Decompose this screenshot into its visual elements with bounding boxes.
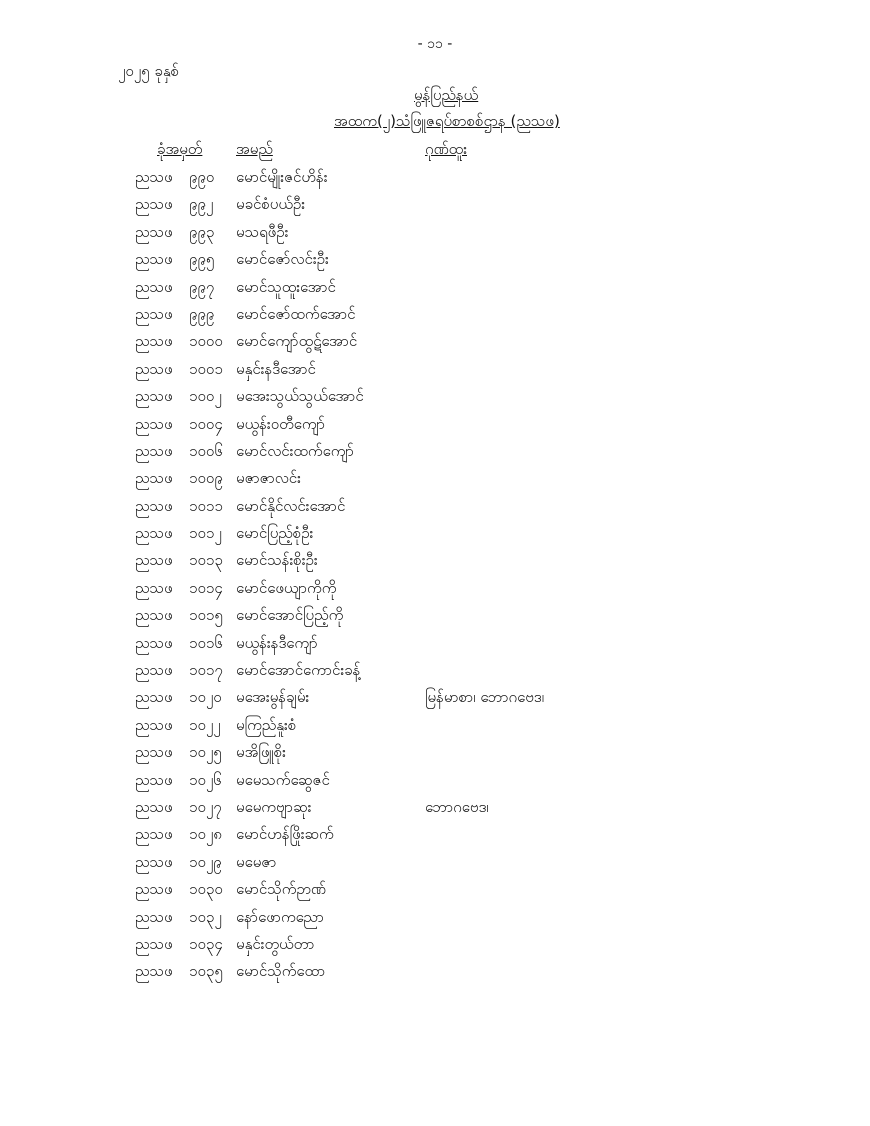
roll-number: ၁၀၁၃	[189, 551, 223, 570]
roll-number: ၁၀၁၅	[189, 606, 223, 625]
roll-number: ၁၀၃၅	[189, 962, 223, 981]
roll-prefix: ညသဖ	[135, 277, 173, 296]
student-name: မောင်ဇော်လင်းဦး	[236, 250, 329, 269]
roll-number: ၉၉၇	[189, 277, 215, 296]
roll-prefix: ညသဖ	[135, 934, 173, 953]
student-name: မကြည်နူးစံ	[236, 715, 297, 734]
roll-prefix: ညသဖ	[135, 304, 173, 323]
table-row	[0, 602, 870, 629]
table-row	[0, 547, 870, 574]
table-row	[0, 958, 870, 985]
table-row	[0, 712, 870, 739]
roll-prefix: ညသဖ	[135, 222, 173, 241]
roll-prefix: ညသဖ	[135, 496, 173, 515]
roll-prefix: ညသဖ	[135, 688, 173, 707]
student-name: မယွန်းနဒီကျော်	[236, 633, 318, 652]
state-title: မွန်ပြည်နယ်	[414, 86, 479, 104]
roll-number: ၁၀၀၄	[189, 414, 223, 433]
header-distinction: ဂုဏ်ထူး	[425, 140, 467, 158]
roll-prefix: ညသဖ	[135, 414, 173, 433]
roll-number: ၁၀၁၁	[189, 496, 223, 515]
roll-number: ၁၀၃၄	[189, 934, 223, 953]
roll-prefix: ညသဖ	[135, 578, 173, 597]
roll-prefix: ညသဖ	[135, 441, 173, 460]
table-row	[0, 657, 870, 684]
roll-number: ၉၉၉	[189, 304, 215, 323]
roll-prefix: ညသဖ	[135, 907, 173, 926]
student-name: မယွန်းဝတီကျော်	[236, 414, 326, 433]
student-name: မနှင်းနဒီအောင်	[236, 359, 316, 378]
table-row	[0, 465, 870, 492]
table-row	[0, 931, 870, 958]
roll-number: ၁၀၁၆	[189, 633, 223, 652]
table-row	[0, 493, 870, 520]
roll-number: ၁၀၀၂	[189, 387, 222, 406]
student-name: မအေးမွန်ချမ်း	[236, 688, 310, 707]
roll-number: ၁၀၀၆	[189, 441, 223, 460]
exam-year: ၂၀၂၅ ခုနှစ်	[118, 62, 180, 80]
table-row	[0, 821, 870, 848]
student-name: မောင်ဇော်ထက်အောင်	[236, 304, 356, 323]
table-row	[0, 739, 870, 766]
student-name: မမေဇာ	[236, 852, 277, 871]
student-name: မောင်လင်းထက်ကျော်	[236, 441, 354, 460]
student-name: မအေးသွယ်သွယ်အောင်	[236, 387, 364, 406]
table-row	[0, 438, 870, 465]
roll-number: ၉၉၀	[189, 168, 215, 186]
student-name: မောင်မျိုးဇင်ဟိန်း	[236, 168, 328, 186]
roll-prefix: ညသဖ	[135, 469, 173, 488]
student-name: မောင်သိုက်ဉာဏ်	[236, 880, 326, 899]
table-row	[0, 301, 870, 328]
table-row	[0, 904, 870, 931]
roll-prefix: ညသဖ	[135, 168, 173, 186]
student-name: နော်ဖောကညော	[236, 907, 324, 926]
roll-prefix: ညသဖ	[135, 250, 173, 269]
header-roll-number: ခုံအမှတ်	[157, 140, 203, 158]
roll-number: ၁၀၂၀	[189, 688, 222, 707]
roll-prefix: ညသဖ	[135, 743, 173, 762]
student-name: မခင်စံပယ်ဦး	[236, 195, 306, 214]
roll-prefix: ညသဖ	[135, 332, 173, 351]
student-name: မောင်ပြည့်စုံဦး	[236, 524, 314, 543]
student-name: မောင်အောင်ကောင်းခန့်	[236, 661, 361, 680]
roll-number: ၁၀၂၅	[189, 743, 222, 762]
student-name: မနှင်းတွယ်တာ	[236, 934, 315, 953]
table-row	[0, 849, 870, 876]
table-row	[0, 356, 870, 383]
table-row	[0, 411, 870, 438]
roll-number: ၁၀၁၂	[189, 524, 222, 543]
table-row	[0, 164, 870, 191]
roll-prefix: ညသဖ	[135, 880, 173, 899]
roll-number: ၁၀၀၉	[189, 469, 223, 488]
student-name: မောင်သူထူးအောင်	[236, 277, 336, 296]
student-name: မောင်ဟန်ဖြိုးဆက်	[236, 825, 334, 844]
roll-number: ၁၀၃၂	[189, 907, 222, 926]
header-name: အမည်	[236, 140, 273, 158]
roll-prefix: ညသဖ	[135, 524, 173, 543]
table-row	[0, 191, 870, 218]
roll-prefix: ညသဖ	[135, 661, 173, 680]
table-row	[0, 520, 870, 547]
roll-prefix: ညသဖ	[135, 852, 173, 871]
roll-number: ၉၉၅	[189, 250, 215, 269]
roll-number: ၁၀၁၄	[189, 578, 223, 597]
roll-number: ၁၀၀၁	[189, 359, 223, 378]
table-row	[0, 575, 870, 602]
roll-prefix: ညသဖ	[135, 606, 173, 625]
roll-prefix: ညသဖ	[135, 387, 173, 406]
student-name: မောင်သန်းစိုးဦး	[236, 551, 318, 570]
student-name: မဇာဇာလင်း	[236, 469, 301, 488]
student-name: မောင်ဖေယျာကိုကို	[236, 578, 337, 597]
table-row	[0, 383, 870, 410]
table-row	[0, 767, 870, 794]
roll-prefix: ညသဖ	[135, 825, 173, 844]
roll-number: ၉၉၂	[189, 195, 214, 214]
distinction: ဘောဂဗေဒ၊	[425, 797, 489, 816]
student-name: မောင်နိုင်လင်းအောင်	[236, 496, 346, 515]
roll-prefix: ညသဖ	[135, 359, 173, 378]
roll-prefix: ညသဖ	[135, 962, 173, 981]
table-row	[0, 328, 870, 355]
table-row	[0, 219, 870, 246]
roll-prefix: ညသဖ	[135, 770, 173, 789]
table-row	[0, 876, 870, 903]
student-name: မမေကဗျာဆုး	[236, 797, 312, 816]
exam-center-subtitle: အထက(၂)သံဖြူဇရပ်စာစစ်ဌာန (ညသဖ)	[334, 112, 560, 130]
roll-number: ၁၀၃၀	[189, 880, 223, 899]
roll-number: ၁၀၂၆	[189, 770, 222, 789]
roll-prefix: ညသဖ	[135, 797, 173, 816]
student-name: မသရဖီဦး	[236, 222, 289, 241]
table-row	[0, 794, 870, 821]
student-name: မောင်ကျော်ထွဋ်အောင်	[236, 332, 358, 351]
roll-number: ၁၀၂၉	[189, 852, 222, 871]
table-row	[0, 246, 870, 273]
roll-number: ၉၉၃	[189, 222, 215, 241]
page-number: - ၁၁ -	[417, 36, 453, 52]
table-row	[0, 684, 870, 711]
results-list	[0, 164, 870, 986]
student-name: မမေသက်ဆွေဇင်	[236, 770, 330, 789]
table-row	[0, 630, 870, 657]
distinction: မြန်မာစာ၊ ဘောဂဗေဒ၊	[425, 688, 544, 707]
roll-number: ၁၀၀၀	[189, 332, 223, 351]
roll-number: ၁၀၂၇	[189, 797, 222, 816]
student-name: မအိဖြူစိုး	[236, 743, 286, 762]
roll-prefix: ညသဖ	[135, 633, 173, 652]
roll-number: ၁၀၂၈	[189, 825, 222, 844]
student-name: မောင်အောင်ပြည့်ကို	[236, 606, 344, 625]
table-row	[0, 274, 870, 301]
roll-number: ၁၀၁၇	[189, 661, 223, 680]
roll-prefix: ညသဖ	[135, 551, 173, 570]
student-name: မောင်သိုက်ထော	[236, 962, 326, 981]
roll-prefix: ညသဖ	[135, 715, 173, 734]
roll-number: ၁၀၂၂	[189, 715, 221, 734]
roll-prefix: ညသဖ	[135, 195, 173, 214]
